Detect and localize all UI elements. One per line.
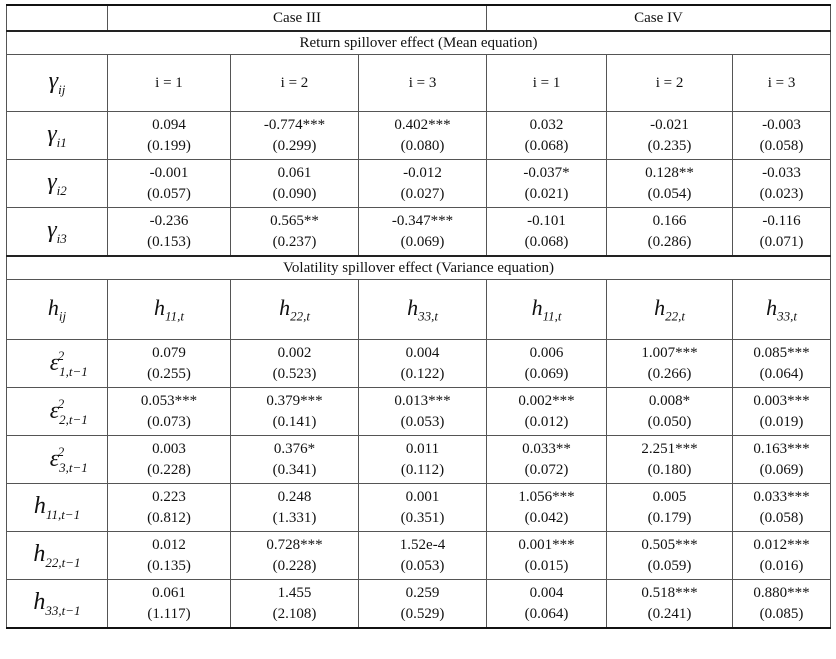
coefficient: 0.032	[529, 116, 564, 133]
std-error: (1.117)	[147, 605, 191, 622]
case3-header: Case III	[108, 5, 487, 31]
estimate-cell	[231, 436, 359, 484]
estimate-cell	[733, 532, 831, 580]
coefficient: 0.003***	[753, 392, 810, 409]
std-error: (0.255)	[147, 365, 191, 382]
mean-index-row	[7, 55, 831, 112]
std-error: (0.135)	[147, 557, 191, 574]
std-error: (0.179)	[647, 509, 692, 526]
coefficient: 0.166	[652, 212, 687, 229]
variance-row	[7, 436, 831, 484]
std-error: (0.027)	[400, 185, 445, 202]
estimate-cell	[231, 532, 359, 580]
coefficient: 0.248	[277, 488, 312, 505]
estimate-cell	[487, 112, 607, 160]
std-error: (0.235)	[647, 137, 692, 154]
estimate-cell	[607, 580, 733, 629]
estimate-cell	[231, 112, 359, 160]
index-label: i = 2	[231, 55, 359, 112]
coefficient: 0.565**	[270, 212, 319, 229]
std-error: (0.351)	[400, 509, 445, 526]
coefficient: 0.061	[152, 584, 186, 601]
std-error: (0.085)	[759, 605, 804, 622]
std-error: (0.812)	[147, 509, 191, 526]
estimate-cell	[487, 484, 607, 532]
std-error: (0.071)	[759, 233, 804, 250]
estimate-cell	[108, 580, 231, 629]
estimate-cell	[487, 340, 607, 388]
coefficient: 0.013***	[394, 392, 451, 409]
variance-section-title: Volatility spillover effect (Variance equation)	[7, 256, 831, 280]
std-error: (0.058)	[759, 509, 804, 526]
estimate-cell	[359, 580, 487, 629]
std-error: (0.112)	[400, 461, 445, 478]
coefficient: 0.005	[652, 488, 687, 505]
corner-cell	[7, 5, 108, 31]
std-error: (0.042)	[524, 509, 569, 526]
variance-row	[7, 388, 831, 436]
std-error: (0.072)	[524, 461, 569, 478]
estimate-cell	[733, 160, 831, 208]
index-label: i = 2	[607, 55, 733, 112]
variance-row-label: $h_{33,t-1}$	[7, 580, 108, 629]
coefficient: 0.163***	[753, 440, 810, 457]
std-error: (0.122)	[400, 365, 445, 382]
index-label: i = 3	[733, 55, 831, 112]
coefficient: 1.056***	[518, 488, 575, 505]
std-error: (0.053)	[400, 557, 445, 574]
variance-row	[7, 580, 831, 629]
coefficient: 0.259	[405, 584, 440, 601]
std-error: (0.068)	[524, 233, 569, 250]
variance-header-row	[7, 280, 831, 340]
std-error: (0.016)	[759, 557, 804, 574]
gamma-row-label: $\gamma_{i3}$	[7, 208, 108, 257]
estimate-cell	[108, 340, 231, 388]
estimate-cell	[359, 436, 487, 484]
std-error: (0.053)	[400, 413, 445, 430]
index-label: i = 1	[487, 55, 607, 112]
std-error: (0.015)	[524, 557, 569, 574]
estimate-cell	[607, 388, 733, 436]
case-header-row	[7, 5, 831, 31]
coefficient: 0.880***	[753, 584, 810, 601]
variance-row-label: $\varepsilon_{2,t-1}^2$	[7, 388, 108, 436]
std-error: (0.199)	[147, 137, 191, 154]
coefficient: 0.402***	[394, 116, 451, 133]
coefficient: -0.003	[762, 116, 801, 133]
std-error: (0.341)	[272, 461, 317, 478]
estimate-cell	[231, 484, 359, 532]
std-error: (0.228)	[147, 461, 191, 478]
estimate-cell	[487, 580, 607, 629]
estimate-cell	[108, 484, 231, 532]
std-error: (0.141)	[272, 413, 317, 430]
estimate-cell	[487, 388, 607, 436]
coefficient: 0.376*	[273, 440, 316, 457]
gamma-row	[7, 160, 831, 208]
estimate-cell	[607, 484, 733, 532]
std-error: (0.064)	[759, 365, 804, 382]
std-error: (0.228)	[272, 557, 317, 574]
spillover-table	[6, 4, 831, 629]
coefficient: 0.004	[405, 344, 440, 361]
estimate-cell	[231, 208, 359, 257]
estimate-cell	[231, 160, 359, 208]
std-error: (0.180)	[647, 461, 692, 478]
std-error: (0.059)	[647, 557, 692, 574]
estimate-cell	[359, 484, 487, 532]
coefficient: 1.007***	[641, 344, 698, 361]
coefficient: 0.505***	[641, 536, 698, 553]
h-column-header: $h_{22,t}$	[231, 280, 359, 340]
std-error: (0.050)	[647, 413, 692, 430]
coefficient: -0.037*	[523, 164, 570, 181]
coefficient: -0.347***	[391, 212, 454, 229]
std-error: (0.054)	[647, 185, 692, 202]
estimate-cell	[487, 208, 607, 257]
gamma-row-label: $\gamma_{i1}$	[7, 112, 108, 160]
mean-section-row	[7, 31, 831, 55]
coefficient: 0.012***	[753, 536, 810, 553]
estimate-cell	[359, 340, 487, 388]
coefficient: -0.236	[149, 212, 189, 229]
estimate-cell	[231, 580, 359, 629]
std-error: (0.069)	[759, 461, 804, 478]
coefficient: -0.021	[650, 116, 689, 133]
estimate-cell	[359, 160, 487, 208]
estimate-cell	[607, 532, 733, 580]
std-error: (0.153)	[147, 233, 191, 250]
coefficient: 0.379***	[266, 392, 323, 409]
coefficient: 0.518***	[641, 584, 698, 601]
coefficient: 0.061	[277, 164, 312, 181]
coefficient: 0.002***	[518, 392, 575, 409]
variance-row	[7, 484, 831, 532]
estimate-cell	[108, 160, 231, 208]
estimate-cell	[487, 160, 607, 208]
coefficient: 0.012	[152, 536, 186, 553]
coefficient: 0.003	[152, 440, 186, 457]
coefficient: 0.085***	[753, 344, 810, 361]
h-column-header: $h_{33,t}$	[359, 280, 487, 340]
coefficient: 0.128**	[645, 164, 694, 181]
coefficient: 0.001	[405, 488, 440, 505]
variance-section-row	[7, 256, 831, 280]
variance-row-label: $\varepsilon_{1,t-1}^2$	[7, 340, 108, 388]
h-column-header: $h_{11,t}$	[487, 280, 607, 340]
std-error: (0.299)	[272, 137, 317, 154]
std-error: (0.068)	[524, 137, 569, 154]
estimate-cell	[607, 340, 733, 388]
coefficient: 0.033***	[753, 488, 810, 505]
coefficient: -0.033	[762, 164, 801, 181]
coefficient: 0.053***	[140, 392, 198, 409]
std-error: (0.529)	[400, 605, 445, 622]
estimate-cell	[108, 208, 231, 257]
coefficient: 1.455	[277, 584, 312, 601]
std-error: (0.064)	[524, 605, 569, 622]
estimate-cell	[733, 388, 831, 436]
coefficient: 0.033**	[522, 440, 571, 457]
coefficient: 0.728***	[266, 536, 323, 553]
results-table-container	[6, 4, 830, 629]
h-column-header: $h_{11,t}$	[108, 280, 231, 340]
gamma-ij-label: $\gamma_{ij}$	[7, 55, 108, 112]
estimate-cell	[108, 112, 231, 160]
gamma-row	[7, 112, 831, 160]
std-error: (0.266)	[647, 365, 692, 382]
std-error: (0.523)	[272, 365, 317, 382]
estimate-cell	[487, 532, 607, 580]
estimate-cell	[231, 388, 359, 436]
variance-row	[7, 532, 831, 580]
std-error: (0.023)	[759, 185, 804, 202]
coefficient: -0.101	[527, 212, 566, 229]
estimate-cell	[359, 532, 487, 580]
std-error: (0.057)	[147, 185, 191, 202]
std-error: (0.069)	[400, 233, 445, 250]
variance-row	[7, 340, 831, 388]
std-error: (0.019)	[759, 413, 804, 430]
estimate-cell	[733, 436, 831, 484]
std-error: (1.331)	[272, 509, 317, 526]
estimate-cell	[733, 580, 831, 629]
std-error: (0.069)	[524, 365, 569, 382]
h-column-header: $h_{22,t}$	[607, 280, 733, 340]
estimate-cell	[607, 436, 733, 484]
coefficient: -0.001	[149, 164, 189, 181]
estimate-cell	[733, 208, 831, 257]
coefficient: 0.011	[405, 440, 440, 457]
std-error: (0.073)	[147, 413, 191, 430]
coefficient: -0.012	[403, 164, 442, 181]
case4-header: Case IV	[487, 5, 831, 31]
estimate-cell	[733, 340, 831, 388]
variance-row-label: $h_{22,t-1}$	[7, 532, 108, 580]
estimate-cell	[487, 436, 607, 484]
std-error: (0.286)	[647, 233, 692, 250]
std-error: (0.021)	[524, 185, 569, 202]
coefficient: 0.223	[152, 488, 186, 505]
coefficient: 0.001***	[518, 536, 575, 553]
mean-section-title: Return spillover effect (Mean equation)	[7, 31, 831, 55]
coefficient: 0.008*	[648, 392, 691, 409]
index-label: i = 1	[108, 55, 231, 112]
estimate-cell	[359, 112, 487, 160]
estimate-cell	[108, 388, 231, 436]
estimate-cell	[108, 436, 231, 484]
std-error: (0.241)	[647, 605, 692, 622]
coefficient: 0.006	[529, 344, 564, 361]
coefficient: 1.52e-4	[399, 536, 446, 553]
index-label: i = 3	[359, 55, 487, 112]
estimate-cell	[359, 388, 487, 436]
h-column-header: $h_{33,t}$	[733, 280, 831, 340]
std-error: (0.237)	[272, 233, 317, 250]
coefficient: 2.251***	[641, 440, 698, 457]
estimate-cell	[733, 484, 831, 532]
estimate-cell	[108, 532, 231, 580]
estimate-cell	[607, 160, 733, 208]
coefficient: -0.774***	[263, 116, 326, 133]
estimate-cell	[359, 208, 487, 257]
std-error: (0.058)	[759, 137, 804, 154]
std-error: (0.080)	[400, 137, 445, 154]
estimate-cell	[607, 112, 733, 160]
std-error: (0.090)	[272, 185, 317, 202]
coefficient: 0.079	[152, 344, 186, 361]
variance-row-label: $h_{11,t-1}$	[7, 484, 108, 532]
coefficient: 0.004	[529, 584, 564, 601]
estimate-cell	[733, 112, 831, 160]
coefficient: 0.002	[277, 344, 312, 361]
gamma-row-label: $\gamma_{i2}$	[7, 160, 108, 208]
std-error: (0.012)	[524, 413, 569, 430]
gamma-row	[7, 208, 831, 257]
std-error: (2.108)	[272, 605, 317, 622]
variance-row-label: $\varepsilon_{3,t-1}^2$	[7, 436, 108, 484]
h-ij-label: $h_{ij}$	[7, 280, 108, 340]
coefficient: 0.094	[152, 116, 186, 133]
coefficient: -0.116	[762, 212, 801, 229]
estimate-cell	[231, 340, 359, 388]
estimate-cell	[607, 208, 733, 257]
